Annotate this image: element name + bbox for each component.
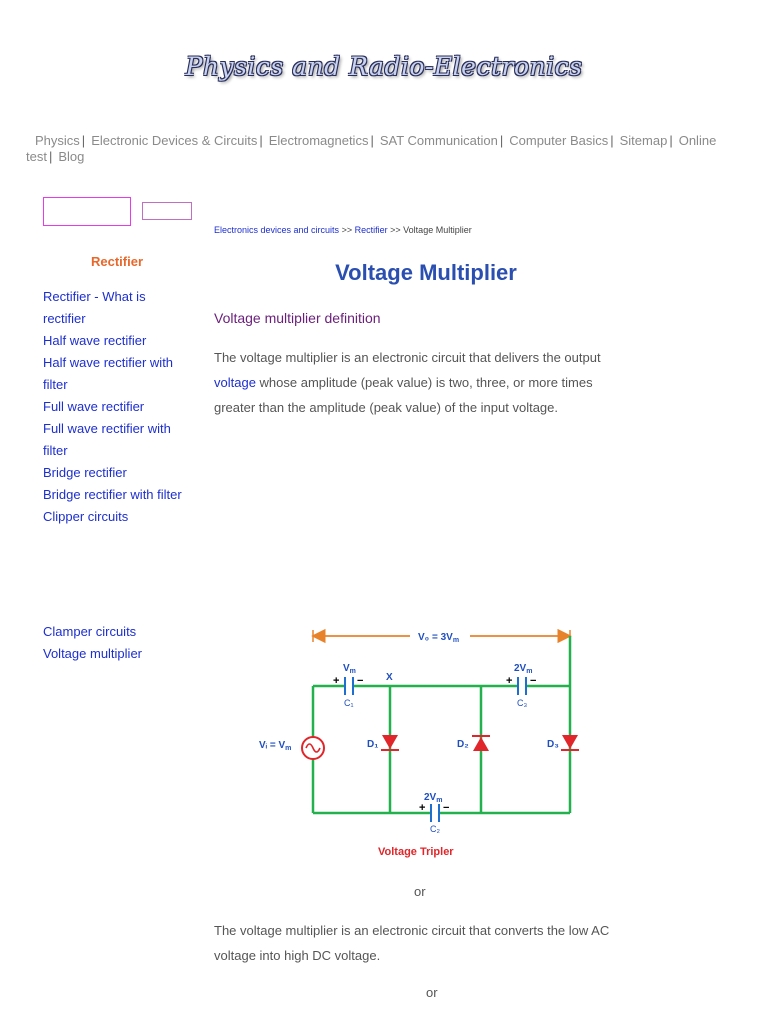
breadcrumb-current: Voltage Multiplier	[403, 225, 472, 235]
breadcrumb-separator: >>	[390, 225, 401, 235]
c1-minus: −	[357, 675, 364, 687]
d3-label: D₃	[547, 739, 559, 750]
search-button-box[interactable]	[142, 202, 192, 220]
breadcrumb	[214, 225, 472, 235]
nav-sitemap[interactable]: Sitemap	[619, 133, 668, 148]
nav-sat-communication[interactable]: SAT Communication	[379, 133, 498, 148]
nav-separator: |	[48, 149, 53, 164]
d1-label: D₁	[367, 739, 379, 750]
nav-separator: |	[370, 133, 374, 148]
breadcrumb-link-rectifier[interactable]: Rectifier	[354, 225, 388, 235]
capacitor-c1	[345, 677, 353, 695]
circuit-wires	[313, 636, 570, 813]
c2-plus: +	[419, 802, 426, 814]
c1-value: $V_m$	[343, 663, 356, 675]
nav-separator: |	[81, 133, 86, 148]
node-x-label: X	[386, 672, 393, 683]
nav-computer-basics[interactable]: Computer Basics	[509, 133, 609, 148]
sidebar-list-2	[43, 621, 191, 665]
nav-separator: |	[499, 133, 504, 148]
definition-paragraph	[214, 345, 634, 420]
c1-plus: +	[333, 675, 340, 687]
site-title[interactable]: Physics and Radio-Electronics	[185, 52, 583, 81]
output-label: $V_0 = 3V_m$	[418, 632, 460, 644]
sidebar-item-full-wave-filter[interactable]: Full wave rectifier with filter	[43, 421, 171, 458]
nav-physics[interactable]: Physics	[35, 133, 80, 148]
search-input-box[interactable]	[43, 197, 131, 226]
sidebar-item-bridge-filter[interactable]: Bridge rectifier with filter	[43, 487, 182, 502]
c1-name: C₁	[344, 698, 354, 708]
nav-blog[interactable]: Blog	[58, 149, 85, 164]
c2-name: C₂	[430, 824, 440, 834]
c3-plus: +	[506, 675, 513, 687]
c3-name: C₃	[517, 698, 528, 708]
c3-value: $2V_m$	[514, 663, 533, 675]
nav-online-test[interactable]: Online test	[26, 133, 717, 164]
top-navigation	[26, 133, 746, 165]
or-separator: or	[426, 985, 438, 1000]
sidebar-item-bridge[interactable]: Bridge rectifier	[43, 465, 127, 480]
breadcrumb-link-electronics[interactable]: Electronics devices and circuits	[214, 225, 340, 235]
breadcrumb-separator: >>	[341, 225, 353, 235]
diode-d3-icon	[562, 735, 578, 749]
or-separator: or	[414, 884, 426, 899]
sidebar-list	[43, 286, 191, 528]
nav-separator: |	[259, 133, 263, 148]
nav-separator: |	[669, 133, 673, 148]
section-heading: Voltage multiplier definition	[214, 310, 381, 326]
sidebar-item-clipper[interactable]: Clipper circuits	[43, 509, 129, 524]
c3-minus: −	[530, 675, 537, 687]
para-text: The voltage multiplier is an electronic circuit that delivers the output	[214, 350, 601, 365]
page-title: Voltage Multiplier	[335, 260, 517, 285]
diode-d1-icon	[382, 735, 398, 749]
sidebar-item-half-wave-filter[interactable]: Half wave rectifier with filter	[43, 355, 174, 392]
para-text: whose amplitude (peak value) is two, three, or more times greater than the amplitude (peak value) of the input voltage.	[214, 375, 593, 415]
voltage-link[interactable]: voltage	[214, 375, 256, 390]
sidebar-item-rectifier-what-is[interactable]: Rectifier - What is rectifier	[43, 289, 146, 326]
sidebar-item-half-wave[interactable]: Half wave rectifier	[43, 333, 147, 348]
sidebar-item-full-wave[interactable]: Full wave rectifier	[43, 399, 145, 414]
sidebar-heading: Rectifier	[90, 254, 144, 269]
d2-label: D₂	[457, 739, 469, 750]
nav-electromagnetics[interactable]: Electromagnetics	[268, 133, 369, 148]
sidebar-item-voltage-multiplier[interactable]: Voltage multiplier	[43, 646, 142, 661]
input-label: Vᵢ = $V_m$	[259, 740, 292, 752]
nav-electronic-devices[interactable]: Electronic Devices & Circuits	[91, 133, 258, 148]
diode-d2-icon	[473, 737, 489, 751]
capacitor-c3	[518, 677, 526, 695]
nav-separator: |	[610, 133, 614, 148]
sidebar-item-clamper[interactable]: Clamper circuits	[43, 624, 137, 639]
voltage-tripler-diagram	[250, 622, 590, 862]
conversion-paragraph: The voltage multiplier is an electronic circuit that converts the low AC voltage into high DC voltage.	[214, 923, 610, 963]
c2-minus: −	[443, 802, 450, 814]
diagram-caption: Voltage Tripler	[378, 846, 454, 858]
c2-value: $2V_m$	[424, 792, 443, 804]
